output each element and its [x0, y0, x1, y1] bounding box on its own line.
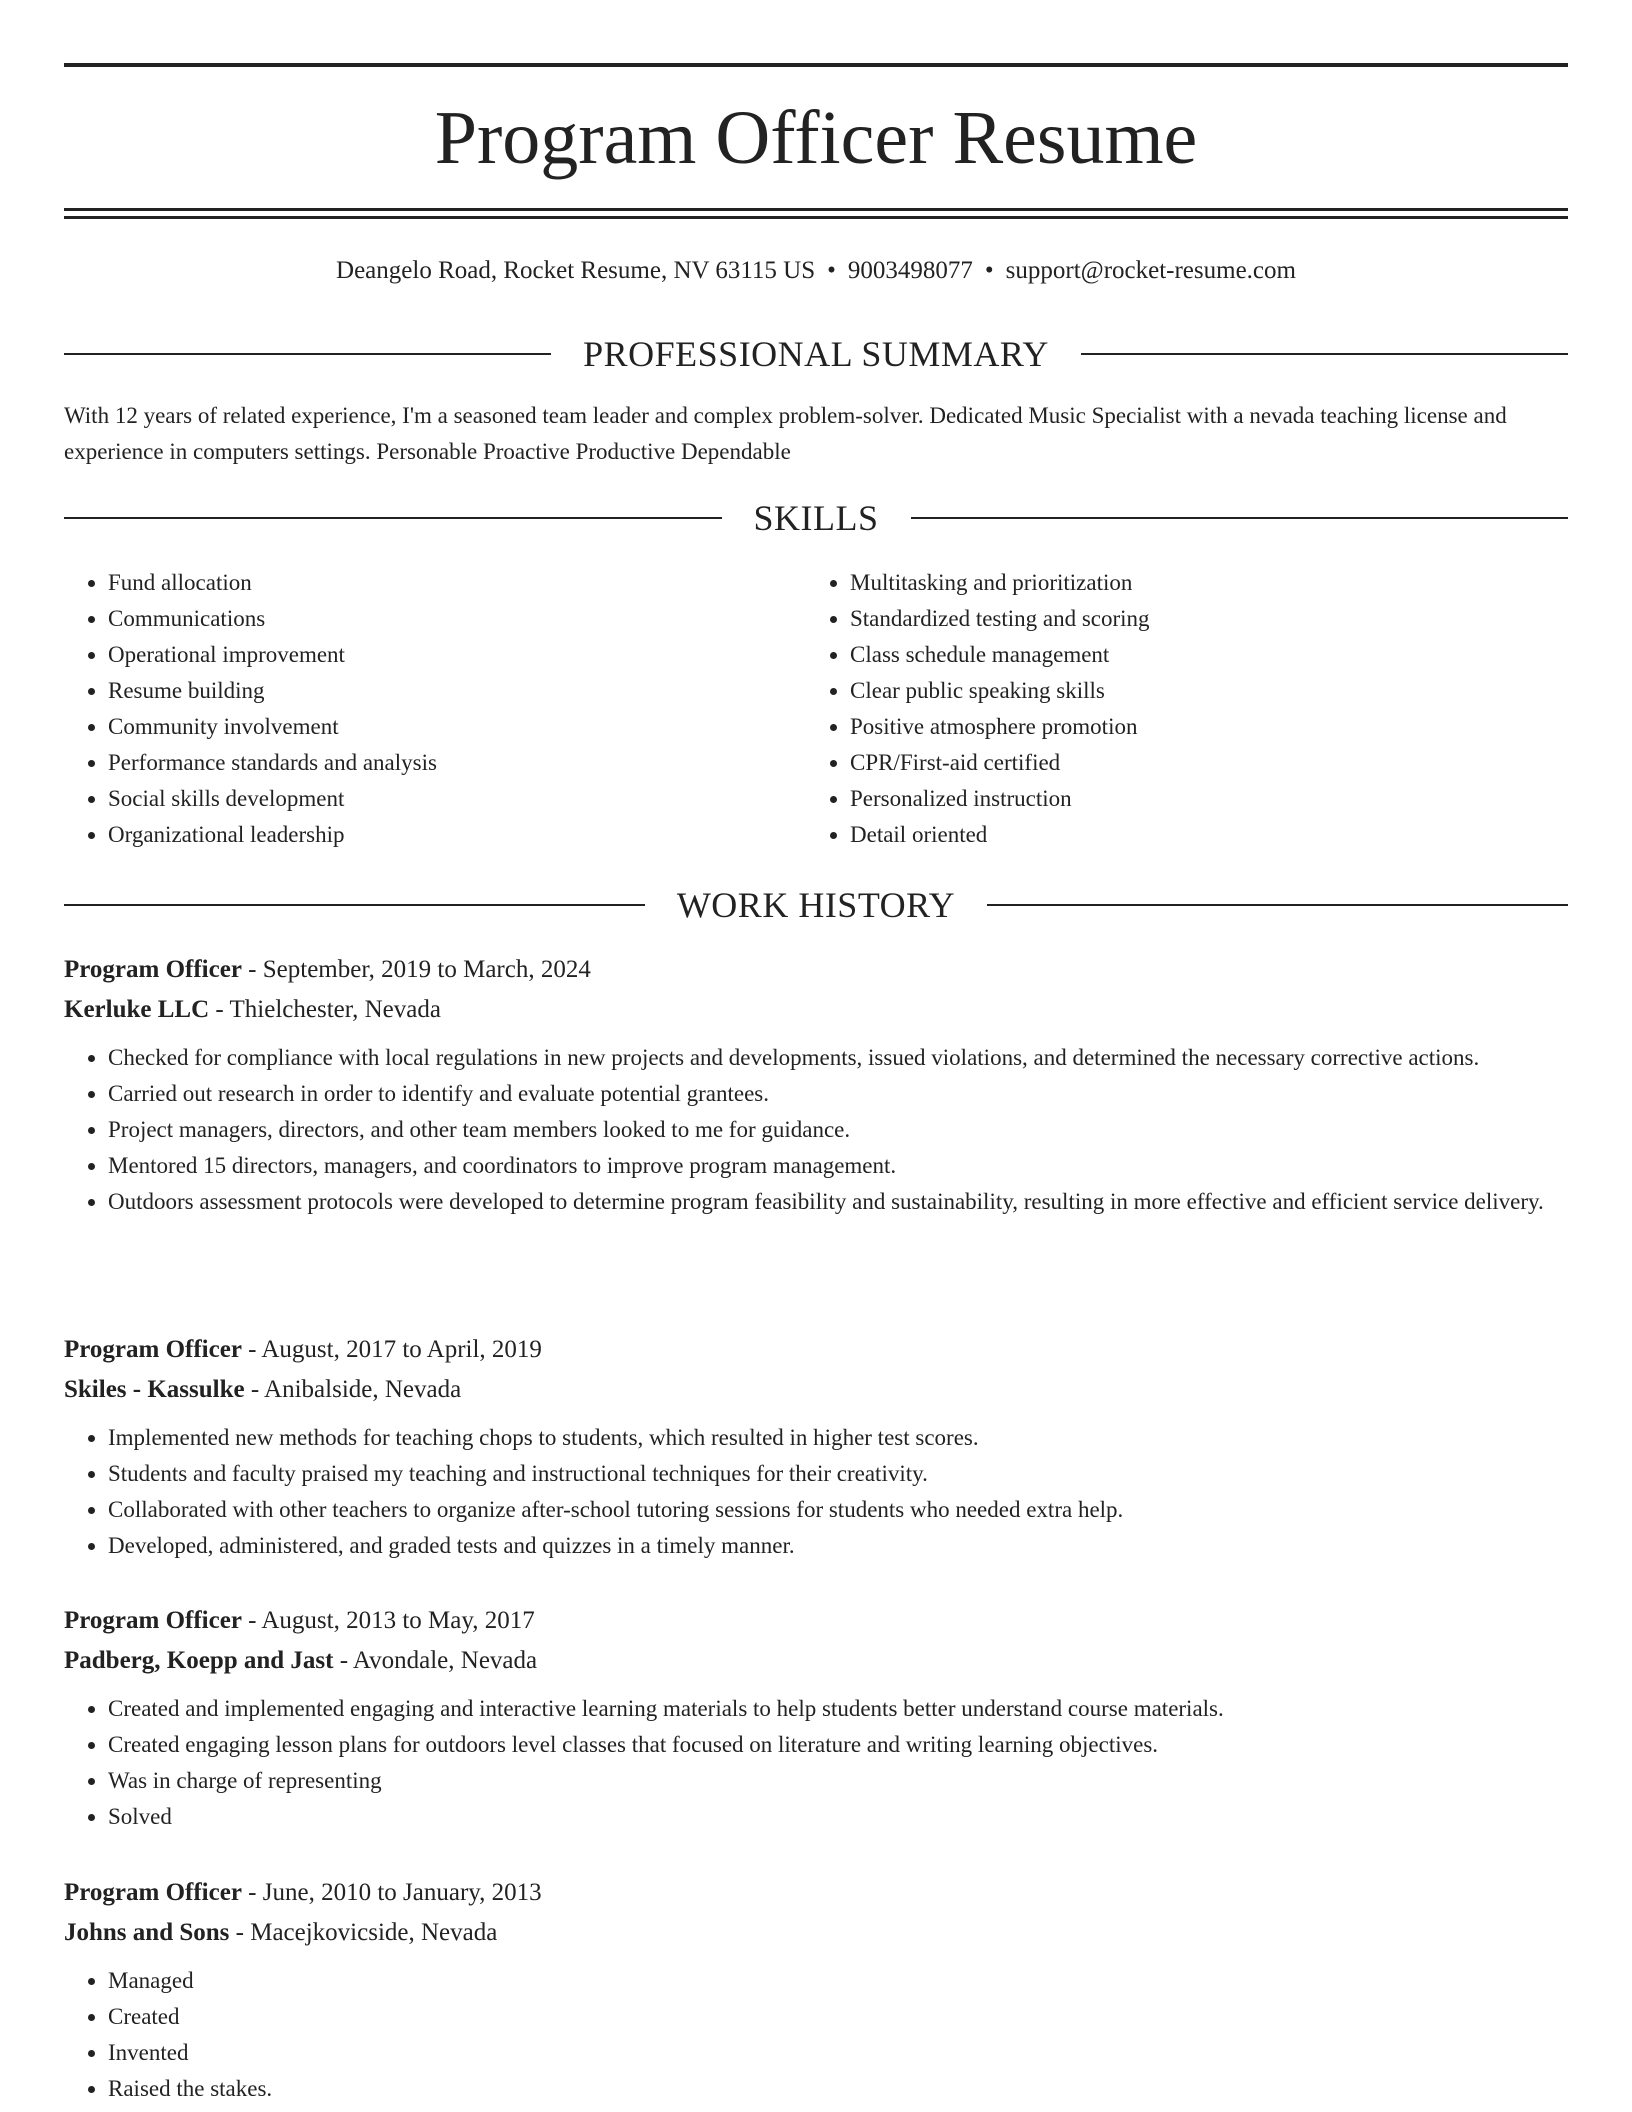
job-location: - Avondale, Nevada	[333, 1647, 538, 1674]
job-bullet: • Developed, administered, and graded tests and quizzes in a timely manner.	[108, 1528, 1568, 1564]
skill-item: • Resume building	[108, 673, 848, 709]
skill-item: • Class schedule management	[850, 637, 1590, 673]
skill-item: • Performance standards and analysis	[108, 745, 848, 781]
heading-rule	[64, 517, 722, 519]
top-rule	[64, 63, 1568, 67]
contact-address: Deangelo Road, Rocket Resume, NV 63115 US	[336, 257, 816, 284]
job-bullet: • Students and faculty praised my teaching and instructional techniques for their creativity.	[108, 1456, 1568, 1492]
job-bullet: • Managed	[108, 1963, 1568, 1999]
skills-list-right	[806, 565, 1590, 853]
skill-item: • Operational improvement	[108, 637, 848, 673]
job-bullets	[64, 1040, 1568, 1220]
heading-rule	[64, 353, 551, 355]
skill-item: • Clear public speaking skills	[850, 673, 1590, 709]
contact-email[interactable]: support@rocket-resume.com	[1005, 257, 1296, 284]
skill-item: • Personalized instruction	[850, 781, 1590, 817]
job-bullet: • Checked for compliance with local regulations in new projects and developments, issued violations, and determined the necessary corrective actions.	[108, 1040, 1568, 1076]
work-heading	[64, 883, 1568, 927]
skill-item: • Positive atmosphere promotion	[850, 709, 1590, 745]
job-company: Padberg, Koepp and Jast	[64, 1647, 334, 1674]
job-company-line	[64, 1370, 1568, 1410]
job-entry	[64, 950, 1568, 1220]
skills-list-left	[64, 565, 848, 853]
job-bullet: • Outdoors assessment protocols were developed to determine program feasibility and sustainability, resulting in more effective and efficient service delivery.	[108, 1184, 1568, 1220]
job-bullets	[64, 1420, 1568, 1564]
job-title-line	[64, 950, 1568, 990]
job-title-line	[64, 1873, 1568, 1913]
skill-item: • Fund allocation	[108, 565, 848, 601]
contact-phone: 9003498077	[847, 257, 973, 284]
job-company: Johns and Sons	[64, 1919, 230, 1946]
heading-rule	[987, 904, 1568, 906]
skill-item: • Multitasking and prioritization	[850, 565, 1590, 601]
job-bullet: • Raised the stakes.	[108, 2071, 1568, 2107]
job-company: Skiles - Kassulke	[64, 1376, 245, 1403]
skill-item: • Community involvement	[108, 709, 848, 745]
job-dates: - June, 2010 to January, 2013	[241, 1879, 542, 1906]
heading-rule	[1081, 353, 1568, 355]
job-bullet: • Collaborated with other teachers to organize after-school tutoring sessions for students who needed extra help.	[108, 1492, 1568, 1528]
job-dates: - August, 2017 to April, 2019	[241, 1336, 542, 1363]
job-bullet: • Solved	[108, 1799, 1568, 1835]
job-location: - Anibalside, Nevada	[244, 1376, 462, 1403]
job-entry	[64, 1330, 1568, 1564]
heading-rule	[64, 904, 645, 906]
job-bullet: • Created and implemented engaging and interactive learning materials to help students better understand course materials.	[108, 1691, 1568, 1727]
heading-rule	[911, 517, 1569, 519]
job-bullet: • Was in charge of representing	[108, 1763, 1568, 1799]
job-location: - Macejkovicside, Nevada	[229, 1919, 498, 1946]
job-dates: - August, 2013 to May, 2017	[241, 1607, 535, 1634]
job-bullet: • Carried out research in order to identify and evaluate potential grantees.	[108, 1076, 1568, 1112]
job-bullet: • Created	[108, 1999, 1568, 2035]
summary-heading-label: PROFESSIONAL SUMMARY	[583, 334, 1049, 374]
job-title: Program Officer	[64, 1336, 242, 1363]
job-bullet: • Implemented new methods for teaching chops to students, which resulted in higher test scores.	[108, 1420, 1568, 1456]
work-heading-label: WORK HISTORY	[676, 885, 956, 925]
job-company-line	[64, 1913, 1568, 1953]
job-title-line	[64, 1330, 1568, 1370]
skills-heading-label: SKILLS	[753, 498, 879, 538]
skill-item: • Standardized testing and scoring	[850, 601, 1590, 637]
job-bullets	[64, 1691, 1568, 1835]
job-title: Program Officer	[64, 1607, 242, 1634]
job-company-line	[64, 1641, 1568, 1681]
job-entry	[64, 1601, 1568, 1835]
job-company: Kerluke LLC	[64, 996, 210, 1023]
title-rule-lower	[64, 216, 1568, 219]
skill-item: • CPR/First-aid certified	[850, 745, 1590, 781]
contact-separator: •	[827, 257, 836, 284]
job-bullet: • Project managers, directors, and other team members looked to me for guidance.	[108, 1112, 1568, 1148]
job-entry	[64, 1873, 1568, 2107]
contact-separator: •	[984, 257, 994, 284]
skills-heading	[64, 496, 1568, 540]
job-bullet: • Mentored 15 directors, managers, and coordinators to improve program management.	[108, 1148, 1568, 1184]
skill-item: • Organizational leadership	[108, 817, 848, 853]
job-location: - Thielchester, Nevada	[209, 996, 441, 1023]
page-title: Program Officer Resume	[434, 96, 1198, 180]
contact-line	[64, 255, 1568, 287]
job-title: Program Officer	[64, 1879, 242, 1906]
job-title-line	[64, 1601, 1568, 1641]
skill-item: • Communications	[108, 601, 848, 637]
summary-heading	[64, 332, 1568, 376]
summary-text: With 12 years of related experience, I'm a seasoned team leader and complex problem-solver. Dedicated Music Specialist with a nevada teaching license and experience in computers settings. Personable Proactive Productive Dependable	[64, 403, 1507, 464]
job-dates: - September, 2019 to March, 2024	[241, 956, 591, 983]
job-title: Program Officer	[64, 956, 242, 983]
job-bullet: • Created engaging lesson plans for outdoors level classes that focused on literature and writing learning objectives.	[108, 1727, 1568, 1763]
job-bullets	[64, 1963, 1568, 2107]
title-rule-upper	[64, 208, 1568, 211]
job-company-line	[64, 990, 1568, 1030]
job-bullet: • Invented	[108, 2035, 1568, 2071]
skill-item: • Detail oriented	[850, 817, 1590, 853]
skill-item: • Social skills development	[108, 781, 848, 817]
